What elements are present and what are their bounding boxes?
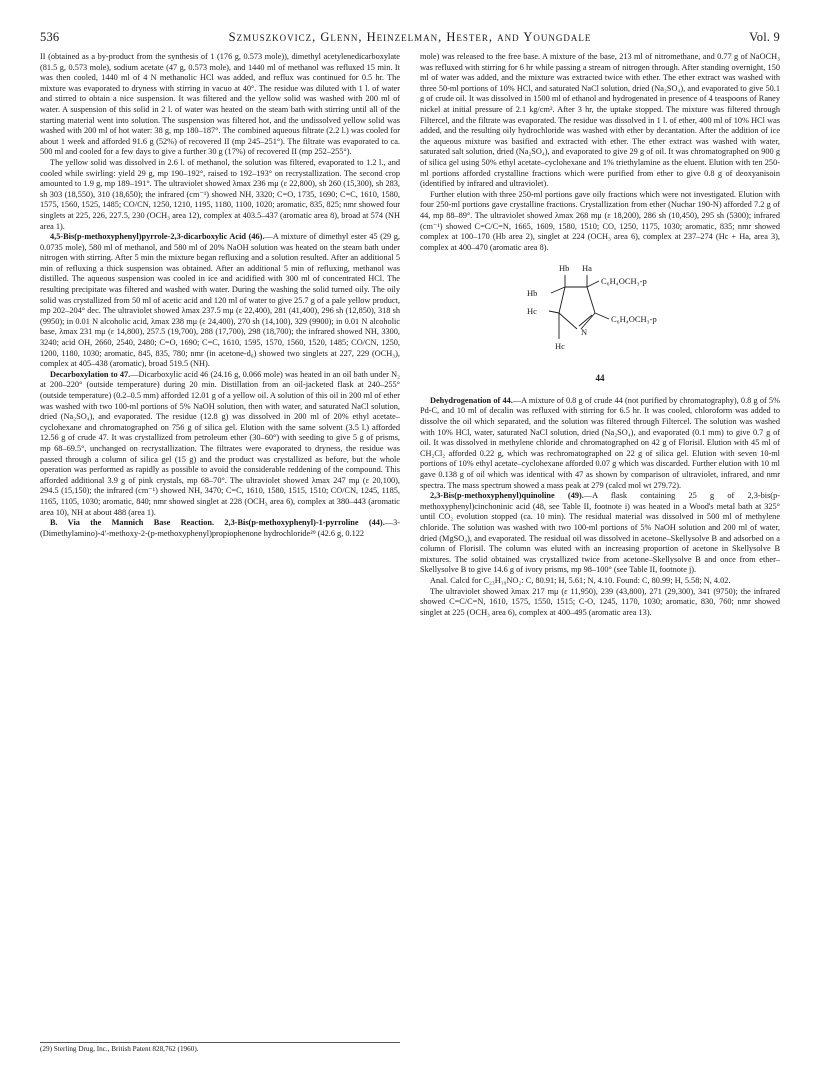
section-heading: B. Via the Mannich Base Reaction. 2,3-Bis(p-methoxyphenyl)-1-pyrroline (44).: [50, 518, 385, 528]
page-number: 536: [40, 30, 60, 44]
atom-label: Hc: [555, 341, 565, 352]
paragraph: The yellow solid was dissolved in 2.6 l. of methanol, the solution was filtered, evaporated to 1.2 l., and cooled while swirling: yield 29 g, mp 190–192°, raised to 192–193° on recrystallization. The second crop amounted to 1.9 g, mp 189–191°. The ultraviolet showed λmax 236 mμ (ε 22,800), sh 260 (15,300), sh 283, sh 303 (18,550), 310 (18,650); the infrared (cm⁻¹) showed NH, 3320; C=O, 1735, 1690; C=C, 1610, 1580, 1575, 1560, 1525, 1485; CO/CN, 1250, 1210, 1195, 1180, 1100, 1020; aromatic, 835, 825; nmr showed four singlets at 225, 226, 227.5, 230 (OCH₃ area 12), complex at 403.5–437 (aromatic area 8), broad at 574 (NH area 1).: [40, 157, 400, 231]
substituent-label: C₆H₄OCH₃-p: [601, 276, 647, 287]
ring-bonds: [549, 275, 609, 339]
paragraph: Dicarboxylic acid 46 (24.16 g, 0.066 mole) was heated in an oil bath under N₂ at 200–220° (outside temperature) during 20 min. Distillation from an oil-jacketed flask at 240–255° (outside temperature) (0.2–0.5 mm) afforded 12.01 g of a yellow oil. A solution of this oil in 200 ml of ether was washed with two 100-ml portions of 5% NaOH solution, then with water, and saturated NaCl solution, dried (Na₂SO₄), and evaporated. The residue (12.8 g) was dissolved in 200 ml of 20% ethyl acetate–cyclohexane and chromatographed on 756 g of silica gel. Elution with the same solvent (3.5 l.) afforded 12.56 g of crude 47. It was crystallized from petroleum ether (30–60°) with seeding to give 5 g of prisms, mp 68–69.5°, unchanged on recrystallization. The filtrates were evaporated to dryness, the residue was passed through a column of silica gel (15 g) and the product was crystallized as before, but the whole operation was performed as rapidly as possible to avoid the considerable reddening of the compound. This afforded additional 3.9 g of pink crystals, mp 68–70°. The ultraviolet showed λmax 247 mμ (ε 20,100), 294.5 (15,150); the infrared (cm⁻¹) showed NH, 3470; C=C, 1610, 1580, 1515, 1510; CO/CN, 1245, 1185, 1165, 1105, 1030; aromatic, 840; nmr showed singlet at 228 (OCH₃ area 6), complex at 380–443 (aromatic area 10), NH at about 488 (area 1).: [40, 369, 401, 517]
atom-label: Ha: [582, 263, 592, 274]
chemical-structure-44: [515, 259, 685, 369]
section-heading: Dehydrogenation of 44.: [430, 395, 513, 405]
substituent-label: C₆H₄OCH₃-p: [611, 314, 657, 325]
running-header: [40, 30, 780, 48]
paragraph: A flask containing 25 g of 2,3-bis(p-methoxyphenyl)cinchoninic acid (48, see Table II, footnote i) was heated in a Wood's metal bath at 325° until CO₂ evolution stopped (ca. 10 min). The residual material was dissolved in 500 ml of methylene chloride. The solution was washed with two 100-ml portions of 5% NaOH solution and 200 ml of water, dried (MgSO₄), and evaporated. The residual oil was dissolved in acetone–Skellysolve B and adsorbed on a column of Florisil. The column was eluted with an increasing proportion of acetone in Skellysolve B mixtures. The solid obtained was crystallized twice from acetone–Skellysolve B and once from ether–Skellysolve B to give 14.6 g of ivory prisms, mp 98–100° (see Table II, footnote j).: [420, 491, 780, 575]
paragraph: Further elution with three 250-ml portions gave oily fractions which were not investigated. Elution with four 250-ml portions gave crystalline fractions. Crystallization from ether (Nuchar 190-N) afforded 7.2 g of 44, mp 88–89°. The ultraviolet showed λmax 268 mμ (ε 18,200), 286 sh (10,450), 295 sh (5300); infrared (cm⁻¹) showed C=C/C=N, 1665, 1609, 1580, 1510; CO, 1250, 1175, 1030; aromatic, 835; nmr showed complex at 100–170 (Hb area 2), singlet at 224 (OCH₃ area 6), complex at 237–274 (Hc + Ha, area 3), complex at 400–470 (aromatic area 8).: [420, 189, 780, 252]
atom-label: Hb: [527, 288, 538, 299]
section-heading: 4,5-Bis(p-methoxyphenyl)pyrrole-2,3-dicarboxylic Acid (46).: [50, 232, 265, 242]
volume-label: Vol. 9: [749, 30, 780, 44]
section-heading: Decarboxylation to 47.: [50, 369, 131, 379]
paragraph: The ultraviolet showed λmax 217 mμ (ε 11,950), 239 (43,800), 271 (29,300), 341 (9750); the infrared showed C=C/C=N, 1610, 1575, 1550, 1515; C-O, 1245, 1170, 1030; aromatic, 830, 760; nmr showed singlet at 225 (OCH₃ area 6), complex at 400–495 (aromatic area 13).: [420, 586, 780, 617]
atom-label: N: [581, 327, 588, 338]
compound-number: 44: [595, 373, 605, 384]
atom-label: Hc: [527, 306, 537, 317]
paragraph: 3-(Dimethylamino)-4′-methoxy-2-(p-methoxyphenyl)propiophenone hydrochloride²⁹ (42.6 g, 0.122: [40, 518, 400, 538]
analysis: Anal. Calcd for C₂₃H₁₉NO₂: C, 80.91; H, 5.61; N, 4.10. Found: C, 80.99; H, 5.58; N, 4.02.: [430, 575, 731, 585]
left-column: II (obtained as a by-product from the synthesis of 1 (176 g, 0.573 mole)), dimethyl acetylenedicarboxylate (81.5 g, 0.573 mole), sodium acetate (47 g, 0.573 mole), and 1440 ml of methanol was refluxed 15 min. It was then cooled, 1440 ml of 4 N methanolic HCl was added, and reflux was continued for 0.5 hr. The mixture was evaporated to dryness with stirring in vacuo at 40°. The residue was diluted with 1 l. of water and stirred to obtain a nice suspension. It was filtered and the yellow solid was washed with 200 ml of water. A suspension of this solid in 2 l. of water was heated on the steam bath with stirring until all of the starting material went into solution. The suspension was filtered hot, and the undissolved yellow solid was washed with 200 ml of hot water: 38 g, mp 180–187°. The combined aqueous filtrate (2.2 l.) was cooled for about 1 week and afforded 91.6 g (52%) of recovered II (mp 245–251°). The filtrate was evaporated to ca. 500 ml and cooled for a few days to give a further 30 g (17%) of recovered II (mp 252–255°). The yellow solid was dissolved in 2.6 l. of methanol, the solution was filtered, evaporated to 1.2 l., and cooled while swirling: yield 29 g, mp 190–192°, raised to 192–193° on recrystallization. The second crop amounted to 1.9 g, mp 189–191°. The ultraviolet showed λmax 236 mμ (ε 22,800), sh 260 (15,300), sh 283, sh 303 (18,550), 310 (18,650); the infrared (cm⁻¹) showed NH, 3320; C=O, 1735, 1690; C=C, 1610, 1580, 1575, 1560, 1525, 1485; CO/CN, 1250, 1210, 1195, 1180, 1100, 1020; aromatic, 835, 825; nmr showed four singlets at 225, 226, 227.5, 230 (OCH₃ area 12), complex at 403.5–437 (aromatic area 8), broad at 574 (NH area 1). 4,5-Bis(p-methoxyphenyl)pyrrole-2,3-dicarboxylic Acid (46).—A mixture of dimethyl ester 45 (29 g, 0.0735 mole), 580 ml of methanol, and 580 ml of 20% NaOH solution was heated on the steam bath under nitrogen with stirring. After 5 min the mixture began refluxing and a solution resulted. After an additional 5 min of refluxing a thick suspension was obtained. After an additional 5 min of refluxing, methanol was distilled. The aqueous suspension was cooled in ice and acidified with 300 ml of concentrated HCl. The resulting precipitate was filtered and washed with water. During the washing the solid turned oily. The oily solid was crystallized from 50 ml of acetic acid and 120 ml of water to give 25.7 g of a pale yellow product, mp 202–204° dec. The ultraviolet showed λmax 237.5 mμ (ε 22,400), 281 (41,400), 296 sh (12,850), 318 sh (9950); in 0.01 N alcoholic acid, λmax 238 mμ (ε 24,400), 270 sh (14,100), 329 (9900); in 0.01 N alcoholic base, λmax 231 mμ (ε 14,800), 257.5 (19,700), 288 (17,700), 298 (18,700); the infrared showed NH, 3300, 3240; acid OH, 2660, 2540, 2480; C=O, 1690; C=C, 1610, 1595, 1570, 1560, 1520, 1485; CO/CN, 1250, 1200, 1180, 1030; aromatic, 845, 835, 780; nmr (in acetone-d₆) showed two singlets at 227, 229 (OCH₃), complex at 405–438 (aromatic), broad 519.5 (NH). Decarboxylation to 47.—Dicarboxylic acid 46 (24.16 g, 0.066 mole) was heated in an oil bath under N₂ at 200–220° (outside temperature) during 20 min. Distillation from an oil-jacketed flask at 240–255° (outside temperature) (0.2–0.5 mm) afforded 12.01 g of a yellow oil. A solution of this oil in 200 ml of ether was washed with two 100-ml portions of 5% NaOH solution, then with water, and saturated NaCl solution, dried (Na₂SO₄), and evaporated. The residue (12.8 g) was dissolved in 200 ml of 20% ethyl acetate–cyclohexane and chromatographed on 756 g of silica gel. Elution with the same solvent (3.5 l.) afforded 12.56 g of crude 47. It was crystallized from petroleum ether (30–60°) with seeding to give 5 g of prisms, mp 68–69.5°, unchanged on recrystallization. The filtrates were evaporated to dryness, the residue was passed through a column of silica gel (15 g) and the product was crystallized as before, but the whole operation was performed as rapidly as possible to avoid the considerable reddening of the compound. This afforded additional 3.9 g of pink crystals, mp 68–70°. The ultraviolet showed λmax 247 mμ (ε 20,100), 294.5 (15,150); the infrared (cm⁻¹) showed NH, 3470; C=C, 1610, 1580, 1515, 1510; CO/CN, 1245, 1185, 1165, 1105, 1030; aromatic, 840; nmr showed singlet at 228 (OCH₃ area 6), complex at 380–443 (aromatic area 10), NH at about 488 (area 1). B. Via the Mannich Base Reaction. 2,3-Bis(p-methoxyphenyl)-1-pyrroline (44).—3-(Dimethylamino)-4′-methoxy-2-(p-methoxyphenyl)propiophenone hydrochloride²⁹ (42.6 g, 0.122: [40, 52, 401, 538]
paragraph: A mixture of 0.8 g of crude 44 (not purified by chromatography), 0.8 g of 5% Pd-C, and 10 ml of decalin was refluxed with stirring for 6.5 hr. It was cooled, chloroform was added to dissolve the oil which separated, and the solution was filtered through Filtercel. The solution was washed with 10% HCl, water, saturated NaCl solution, dried (Na₂SO₄), and evaporated (0.1 mm) to give 0.7 g of oil. It was dissolved in methylene chloride and chromatographed on 42 g of Florisil. Elution with 45 ml of CH₂Cl₂ afforded 0.22 g, which was rechromatographed on 22 g of silica gel. Elution with seven 10-ml portions of 10% ethyl acetate–cyclohexane afforded 0.07 g which was discarded. Further elution with 10 ml gave 0.138 g of oil which was identical with 47 as shown by comparison of ultraviolet, infrared, and nmr spectra. The mass spectrum showed a mass peak at 279 (calcd mol wt 279.72).: [420, 395, 780, 490]
section-heading: 2,3-Bis(p-methoxyphenyl)quinoline (49).: [430, 491, 584, 501]
paragraph: A mixture of dimethyl ester 45 (29 g, 0.0735 mole), 580 ml of methanol, and 580 ml of 20% NaOH solution was heated on the steam bath under nitrogen with stirring. After 5 min the mixture began refluxing and a solution resulted. After an additional 5 min of refluxing a thick suspension was obtained. After an additional 5 min of refluxing, methanol was distilled. The aqueous suspension was cooled in ice and acidified with 300 ml of concentrated HCl. The resulting precipitate was filtered and washed with water. During the washing the solid turned oily. The oily solid was crystallized from 50 ml of acetic acid and 120 ml of water to give 25.7 g of a pale yellow product, mp 202–204° dec. The ultraviolet showed λmax 237.5 mμ (ε 22,400), 281 (41,400), 296 sh (12,850), 318 sh (9950); in 0.01 N alcoholic acid, λmax 238 mμ (ε 24,400), 270 sh (14,100), 329 (9900); in 0.01 N alcoholic base, λmax 231 mμ (ε 14,800), 257.5 (19,700), 288 (17,700), 298 (18,700); the infrared showed NH, 3300, 3240; acid OH, 2660, 2540, 2480; C=O, 1690; C=C, 1610, 1595, 1570, 1560, 1520, 1485; CO/CN, 1250, 1200, 1180, 1030; aromatic, 845, 835, 780; nmr (in acetone-d₆) showed two singlets at 227, 229 (OCH₃), complex at 405–438 (aromatic), broad 519.5 (NH).: [40, 232, 400, 369]
atom-label: Hb: [559, 263, 570, 274]
paragraph: mole) was released to the free base. A mixture of the base, 213 ml of nitromethane, and 0.77 g of NaOCH₃ was refluxed with stirring for 6 hr while passing a stream of nitrogen through. After standing overnight, 150 ml of water was added, and the mixture was extracted twice with ether. The ether extract was washed with three 50-ml portions of 10% HCl, and saturated NaCl solution, dried (Na₂SO₄), and evaporated to give 50.1 g of crude oil. It was dissolved in 1500 ml of ethanol and hydrogenated in presence of 4 teaspoons of Raney nickel at initial pressure of 2.1 kg/cm². After 3 hr, the uptake stopped. The mixture was filtered through Filtercel, and the filtrate was evaporated. The residue was dissolved in 1 l. of ether, 400 ml of 10% HCl was added, and the resulting oily hydrochloride was washed with ether by decantation. After the addition of ice the aqueous mixture was basified and extracted with ether. The ether extract was washed with water, saturated salt solution, dried (Na₂SO₄), and evaporated to give 29 g of oil. It was chromatographed on 900 g of silica gel using 50% ethyl acetate–cyclohexane and 1% triethylamine as the eluent. Elution with ten 250-ml portions afforded crystalline fractions which were purified from ether to give 0.8 g of deoxyanisoin (identified by infrared and ultraviolet).: [420, 52, 780, 189]
running-title: Szmuszkovicz, Glenn, Heinzelman, Hester, and Youngdale: [228, 30, 592, 44]
right-column: mole) was released to the free base. A mixture of the base, 213 ml of nitromethane, and 0.77 g of NaOCH₃ was refluxed with stirring for 6 hr while passing a stream of nitrogen through. After standing overnight, 150 ml of water was added, and the mixture was extracted twice with ether. The ether extract was washed with three 50-ml portions of 10% HCl, and saturated NaCl solution, dried (Na₂SO₄), and evaporated to give 50.1 g of crude oil. It was dissolved in 1500 ml of ethanol and hydrogenated in presence of 4 teaspoons of Raney nickel at initial pressure of 2.1 kg/cm². After 3 hr, the uptake stopped. The mixture was filtered through Filtercel, and the filtrate was evaporated. The residue was dissolved in 1 l. of ether, 400 ml of 10% HCl was added, and the resulting oily hydrochloride was washed with ether by decantation. After the addition of ice the aqueous mixture was basified and extracted with ether. The ether extract was washed with water, saturated salt solution, dried (Na₂SO₄), and evaporated to give 29 g of oil. It was chromatographed on 900 g of silica gel using 50% ethyl acetate–cyclohexane and 1% triethylamine as the eluent. Elution with ten 250-ml portions afforded crystalline fractions which were purified from ether to give 0.8 g of deoxyanisoin (identified by infrared and ultraviolet). Further elution with three 250-ml portions gave oily fractions which were not investigated. Elution with four 250-ml portions gave crystalline fractions. Crystallization from ether (Nuchar 190-N) afforded 7.2 g of 44, mp 88–89°. The ultraviolet showed λmax 268 mμ (ε 18,200), 286 sh (10,450), 295 sh (5300); infrared (cm⁻¹) showed C=C/C=N, 1665, 1609, 1580, 1510; CO, 1250, 1175, 1030; aromatic, 835; nmr showed complex at 100–170 (Hb area 2), singlet at 224 (OCH₃ area 6), complex at 237–274 (Hc + Ha, area 3), complex at 400–470 (aromatic area 8). Hb Ha Hb Hc Hc N C₆H₄OCH₃-p C₆H₄OCH₃-p 44 Dehydrogenation of 44.—A mixture of 0.8 g of crude 44 (not purified by chromatography), 0.8 g of 5% Pd-C, and 10 ml of decalin was refluxed with stirring for 6.5 hr. It was cooled, chloroform was added to dissolve the oil which separated, and the solution was filtered through Filtercel. The solution was washed with 10% HCl, water, saturated NaCl solution, dried (Na₂SO₄), and evaporated (0.1 mm) to give 0.7 g of oil. It was dissolved in methylene chloride and chromatographed on 42 g of Florisil. Elution with 45 ml of CH₂Cl₂ afforded 0.22 g, which was rechromatographed on 22 g of silica gel. Elution with seven 10-ml portions of 10% ethyl acetate–cyclohexane afforded 0.07 g which was discarded. Further elution with 10 ml gave 0.138 g of oil which was identical with 47 as shown by comparison of ultraviolet, infrared, and nmr spectra. The mass spectrum showed a mass peak at 279 (calcd mol wt 279.72). 2,3-Bis(p-methoxyphenyl)quinoline (49).—A flask containing 25 g of 2,3-bis(p-methoxyphenyl)cinchoninic acid (48, see Table II, footnote i) was heated in a Wood's metal bath at 325° until CO₂ evolution stopped (ca. 10 min). The residual material was dissolved in 500 ml of methylene chloride. The solution was washed with two 100-ml portions of 5% NaOH solution and 200 ml of water, dried (MgSO₄), and evaporated. The residual oil was dissolved in acetone–Skellysolve B and adsorbed on a column of Florisil. The column was eluted with an increasing proportion of acetone in Skellysolve B mixtures. The solid obtained was crystallized twice from acetone–Skellysolve B and once from ether–Skellysolve B to give 14.6 g of ivory prisms, mp 98–100° (see Table II, footnote j). Anal. Calcd for C₂₃H₁₉NO₂: C, 80.91; H, 5.61; N, 4.10. Found: C, 80.99; H, 5.58; N, 4.02. The ultraviolet showed λmax 217 mμ (ε 11,950), 239 (43,800), 271 (29,300), 341 (9750); the infrared showed C=C/C=N, 1610, 1575, 1550, 1515; C-O, 1245, 1170, 1030; aromatic, 830, 760; nmr showed singlet at 225 (OCH₃ area 6), complex at 400–495 (aromatic area 13).: [420, 52, 780, 617]
footnote: (29) Sterling Drug, Inc., British Patent 828,762 (1960).: [40, 1042, 400, 1053]
paragraph: II (obtained as a by-product from the synthesis of 1 (176 g, 0.573 mole)), dimethyl acetylenedicarboxylate (81.5 g, 0.573 mole), sodium acetate (47 g, 0.573 mole), and 1440 ml of methanol was refluxed 15 min. It was then cooled, 1440 ml of 4 N methanolic HCl was added, and reflux was continued for 0.5 hr. The mixture was evaporated to dryness with stirring in vacuo at 40°. The residue was diluted with 1 l. of water and stirred to obtain a nice suspension. It was filtered and the yellow solid was washed with 200 ml of water. A suspension of this solid in 2 l. of water was heated on the steam bath with stirring until all of the starting material went into solution. The suspension was filtered hot, and the undissolved yellow solid was washed with 200 ml of hot water: 38 g, mp 180–187°. The combined aqueous filtrate (2.2 l.) was cooled for about 1 week and afforded 91.6 g (52%) of recovered II (mp 245–251°). The filtrate was evaporated to ca. 500 ml and cooled for a few days to give a further 30 g (17%) of recovered II (mp 252–255°).: [40, 52, 400, 157]
